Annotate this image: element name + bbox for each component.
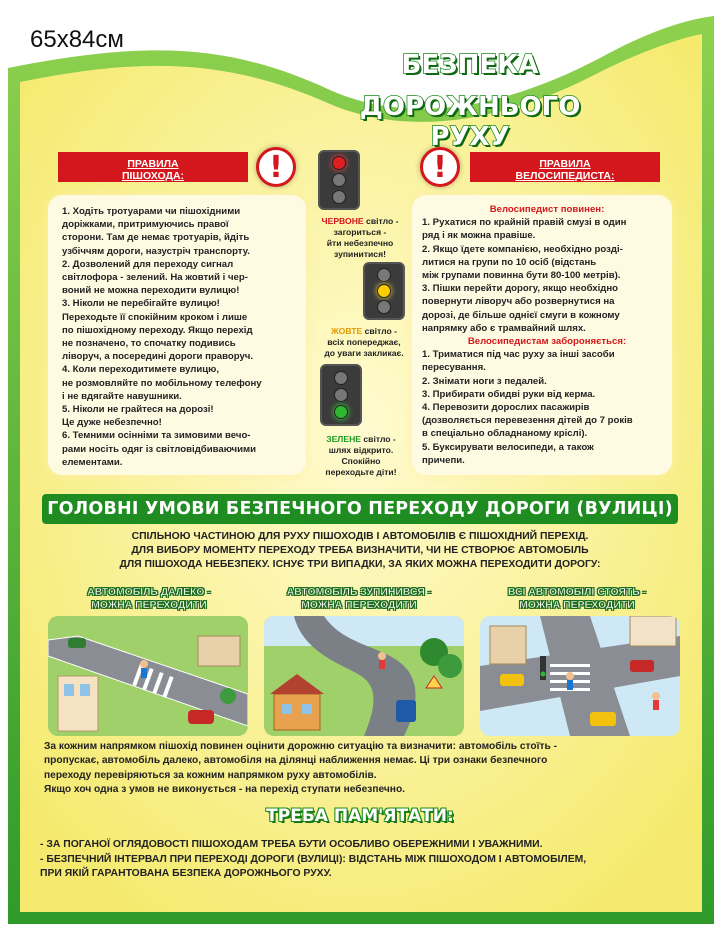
cyclist-heading-line1: ПРАВИЛА <box>539 158 591 170</box>
case-label-car-far <box>44 586 254 612</box>
pedestrian-rule-line: не позначено, то спочатку подивись <box>62 338 236 350</box>
cyclist-heading-line2: ВЕЛОСИПЕДИСТА: <box>515 170 615 182</box>
pedestrian-rule-line: Це дуже небезпечно! <box>62 417 162 429</box>
case-label-car-stopped <box>254 586 464 612</box>
traffic-light-red-icon <box>318 150 360 210</box>
remember-title: ТРЕБА ПАМ'ЯТАТИ: <box>266 806 454 826</box>
signal-red-line: загориться - <box>333 227 387 237</box>
main-conditions-title: ГОЛОВНІ УМОВИ БЕЗПЕЧНОГО ПЕРЕХОДУ ДОРОГИ (ВУЛИЦІ) <box>42 494 678 524</box>
intro-line: СПІЛЬНОЮ ЧАСТИНОЮ ДЛЯ РУХУ ПІШОХОДІВ І АВТОМОБІЛІВ Є ПІШОХІДНИЙ ПЕРЕХІД. <box>131 531 589 542</box>
signal-green-text <box>302 434 420 478</box>
signal-green-line: шлях відкрито. <box>328 445 394 455</box>
outro-line: За кожним напрямком пішохід повинен оцінити дорожню ситуацію та визначити: автомобіль стоїть - <box>44 741 557 752</box>
pedestrian-rule-line: воний не можна переходити вулицю! <box>62 285 240 297</box>
main-conditions-outro <box>44 740 684 797</box>
signal-red-rest: світло - <box>363 216 399 226</box>
traffic-light-yellow-icon <box>363 262 405 320</box>
cyclist-must-line: литися на групи по 10 осіб (відстань <box>422 256 597 268</box>
cyclist-must-line: між групами повинна бути 80-100 метрів). <box>422 270 621 282</box>
cyclist-forbidden-line: 4. Перевозити дорослих пасажирів <box>422 402 590 414</box>
pedestrian-rule-line: Переходьте її спокійним кроком і лише <box>62 311 248 323</box>
intro-line: ДЛЯ ПІШОХОДА НЕБЕЗПЕКУ. ІСНУЄ ТРИ ВИПАДКИ, ЗА ЯКИХ МОЖНА ПЕРЕХОДИТИ ДОРОГУ: <box>119 559 601 570</box>
pedestrian-rule-line: 2. Дозволений для переходу сигнал <box>62 258 234 270</box>
traffic-light-green-icon <box>320 364 362 426</box>
pedestrian-rule-line: доріжками, притримуючись правої <box>62 219 229 231</box>
pedestrian-rule-line: 4. Коли переходитимете вулицю, <box>62 364 220 376</box>
cyclist-forbidden-line: причепи. <box>422 454 465 466</box>
pedestrian-rule-line: сторони. Там де немає тротуарів, йдіть <box>62 232 250 244</box>
pedestrian-heading-line2: ПІШОХОДА: <box>121 170 185 182</box>
cyclist-forbidden-line: (дозволяється перевезення дітей до 7 років <box>422 415 633 427</box>
pedestrian-rule-line: 6. Темними осінніми та зимовими вечо- <box>62 430 251 442</box>
illustration-car-stopped <box>264 616 464 736</box>
cyclist-forbidden-line: 1. Триматися під час руху за інші засоби <box>422 349 615 361</box>
cyclist-must-line: 3. Пішки перейти дорогу, якщо необхідно <box>422 283 619 295</box>
case-label-line: МОЖНА ПЕРЕХОДИТИ <box>301 600 417 611</box>
signal-yellow-text <box>306 326 422 359</box>
pedestrian-rule-line: по пішохідному переходу. Якщо перехід <box>62 324 253 336</box>
outro-line: пропускає, автомобіль далеко, автомобіля на ділянці наближення немає. Ці три ознаки безпечного <box>44 755 548 767</box>
case-label-line: АВТОМОБІЛЬ ЗУПИНИВСЯ - <box>286 587 432 598</box>
poster-title-line1: БЕЗПЕКА <box>401 50 539 80</box>
pedestrian-rules-text <box>62 205 302 469</box>
pedestrian-rule-line: елементами. <box>62 456 123 468</box>
cyclist-must-line: 1. Рухатися по крайній правій смузі в один <box>422 217 627 229</box>
signal-yellow-rest: світло - <box>362 326 397 336</box>
cyclist-must-line: 2. Якщо їдете компанією, необхідно розді- <box>422 243 623 255</box>
intro-line: ДЛЯ ВИБОРУ МОМЕНТУ ПЕРЕХОДУ ТРЕБА ВИЗНАЧИТИ, ЧИ НЕ СТВОРЮЄ АВТОМОБІЛЬ <box>131 545 589 556</box>
pedestrian-heading <box>58 152 248 182</box>
signal-yellow-line: до уваги закликає. <box>324 348 404 358</box>
cyclist-forbidden-line: в спеціально обладнаному кріслі). <box>422 428 588 440</box>
signal-green-line: переходьте діти! <box>325 467 397 477</box>
signal-red-word: ЧЕРВОНЕ <box>321 216 364 226</box>
cyclist-heading <box>470 152 660 182</box>
exclamation-icon: ! <box>420 147 460 187</box>
signal-red-line: йти небезпечно <box>326 238 394 248</box>
pedestrian-rule-line: 5. Ніколи не грайтеся на дорозі! <box>62 404 214 416</box>
cyclist-must-line: ряд і як можна правіше. <box>422 230 536 242</box>
cyclist-forbidden-line: 3. Прибирати обидві руки від керма. <box>422 388 596 400</box>
cyclist-rules-text <box>422 203 672 467</box>
main-conditions-intro <box>40 530 680 572</box>
cyclist-must-title: Велосипедист повинен: <box>489 204 605 215</box>
case-label-line: МОЖНА ПЕРЕХОДИТИ <box>519 600 635 611</box>
outro-line: переходу перевіряються за кожним напрямком руху автомобілів. <box>44 769 377 781</box>
pedestrian-rule-line: 3. Ніколи не перебігайте вулицю! <box>62 298 220 310</box>
remember-line: ПРИ ЯКІЙ ГАРАНТОВАНА БЕЗПЕКА ДОРОЖНЬОГО РУХУ. <box>40 868 332 879</box>
pedestrian-rule-line: не розмовляйте по мобільному телефону <box>62 377 262 389</box>
pedestrian-rule-line: ліворуч, а посередині дороги праворуч. <box>62 351 254 363</box>
signal-green-rest: світло - <box>361 434 396 444</box>
case-label-line: АВТОМОБІЛЬ ДАЛЕКО - <box>87 587 211 598</box>
poster-title-line2: ДОРОЖНЬОГО РУХУ <box>359 92 581 152</box>
pedestrian-rule-line: рами носіть одяг із світловідбиваючими <box>62 443 257 455</box>
pedestrian-rule-line: 1. Ходіть тротуарами чи пішохідними <box>62 206 241 217</box>
pedestrian-heading-line1: ПРАВИЛА <box>127 158 179 170</box>
poster-size-label: 65x84см <box>30 26 124 53</box>
signal-green-line: Спокійно <box>341 456 381 466</box>
outro-line: Якщо хоч одна з умов не виконується - на перехід ступати небезпечно. <box>44 783 406 795</box>
cyclist-must-line: дорозі, де більше однієї смуги в кожному <box>422 309 620 321</box>
pedestrian-rule-line: світлофора - зелений. На жовтий і чер- <box>62 272 248 284</box>
signal-green-word: ЗЕЛЕНЕ <box>326 434 362 444</box>
remember-text <box>40 838 690 882</box>
cyclist-must-line: напрямку або є трамвайний шлях. <box>422 322 586 334</box>
case-label-line: МОЖНА ПЕРЕХОДИТИ <box>91 600 207 611</box>
remember-line: - ЗА ПОГАНОЇ ОГЛЯДОВОСТІ ПІШОХОДАМ ТРЕБА БУТИ ОСОБЛИВО ОБЕРЕЖНИМИ І УВАЖНИМИ. <box>40 839 543 850</box>
pedestrian-rule-line: узбіччям дороги, назустріч транспорту. <box>62 245 250 257</box>
illustration-all-cars-stand <box>480 616 680 736</box>
signal-red-line: зупинитися! <box>334 249 386 259</box>
cyclist-forbidden-line: 2. Знімати ноги з педалей. <box>422 375 547 387</box>
illustration-car-far <box>48 616 248 736</box>
remember-line: - БЕЗПЕЧНИЙ ІНТЕРВАЛ ПРИ ПЕРЕХОДІ ДОРОГИ (ВУЛИЦІ): ВІДСТАНЬ МІЖ ПІШОХОДОМ І АВТОМОБІЛЕМ, <box>40 853 587 865</box>
case-label-all-cars-stand <box>472 586 682 612</box>
signal-yellow-word: ЖОВТЕ <box>331 326 363 336</box>
signal-red-text <box>300 216 420 260</box>
cyclist-forbidden-line: 5. Буксирувати велосипеди, а також <box>422 441 594 453</box>
cyclist-forbidden-line: пересування. <box>422 362 486 374</box>
pedestrian-rule-line: і не вдягайте навушники. <box>62 390 182 402</box>
exclamation-icon: ! <box>256 147 296 187</box>
case-label-line: ВСІ АВТОМОБІЛІ СТОЯТЬ - <box>507 587 647 598</box>
cyclist-forbidden-title: Велосипедистам забороняється: <box>467 336 627 348</box>
signal-yellow-line: всіх попереджає, <box>327 337 401 347</box>
cyclist-must-line: повернути ліворуч або розвернутися на <box>422 296 615 308</box>
